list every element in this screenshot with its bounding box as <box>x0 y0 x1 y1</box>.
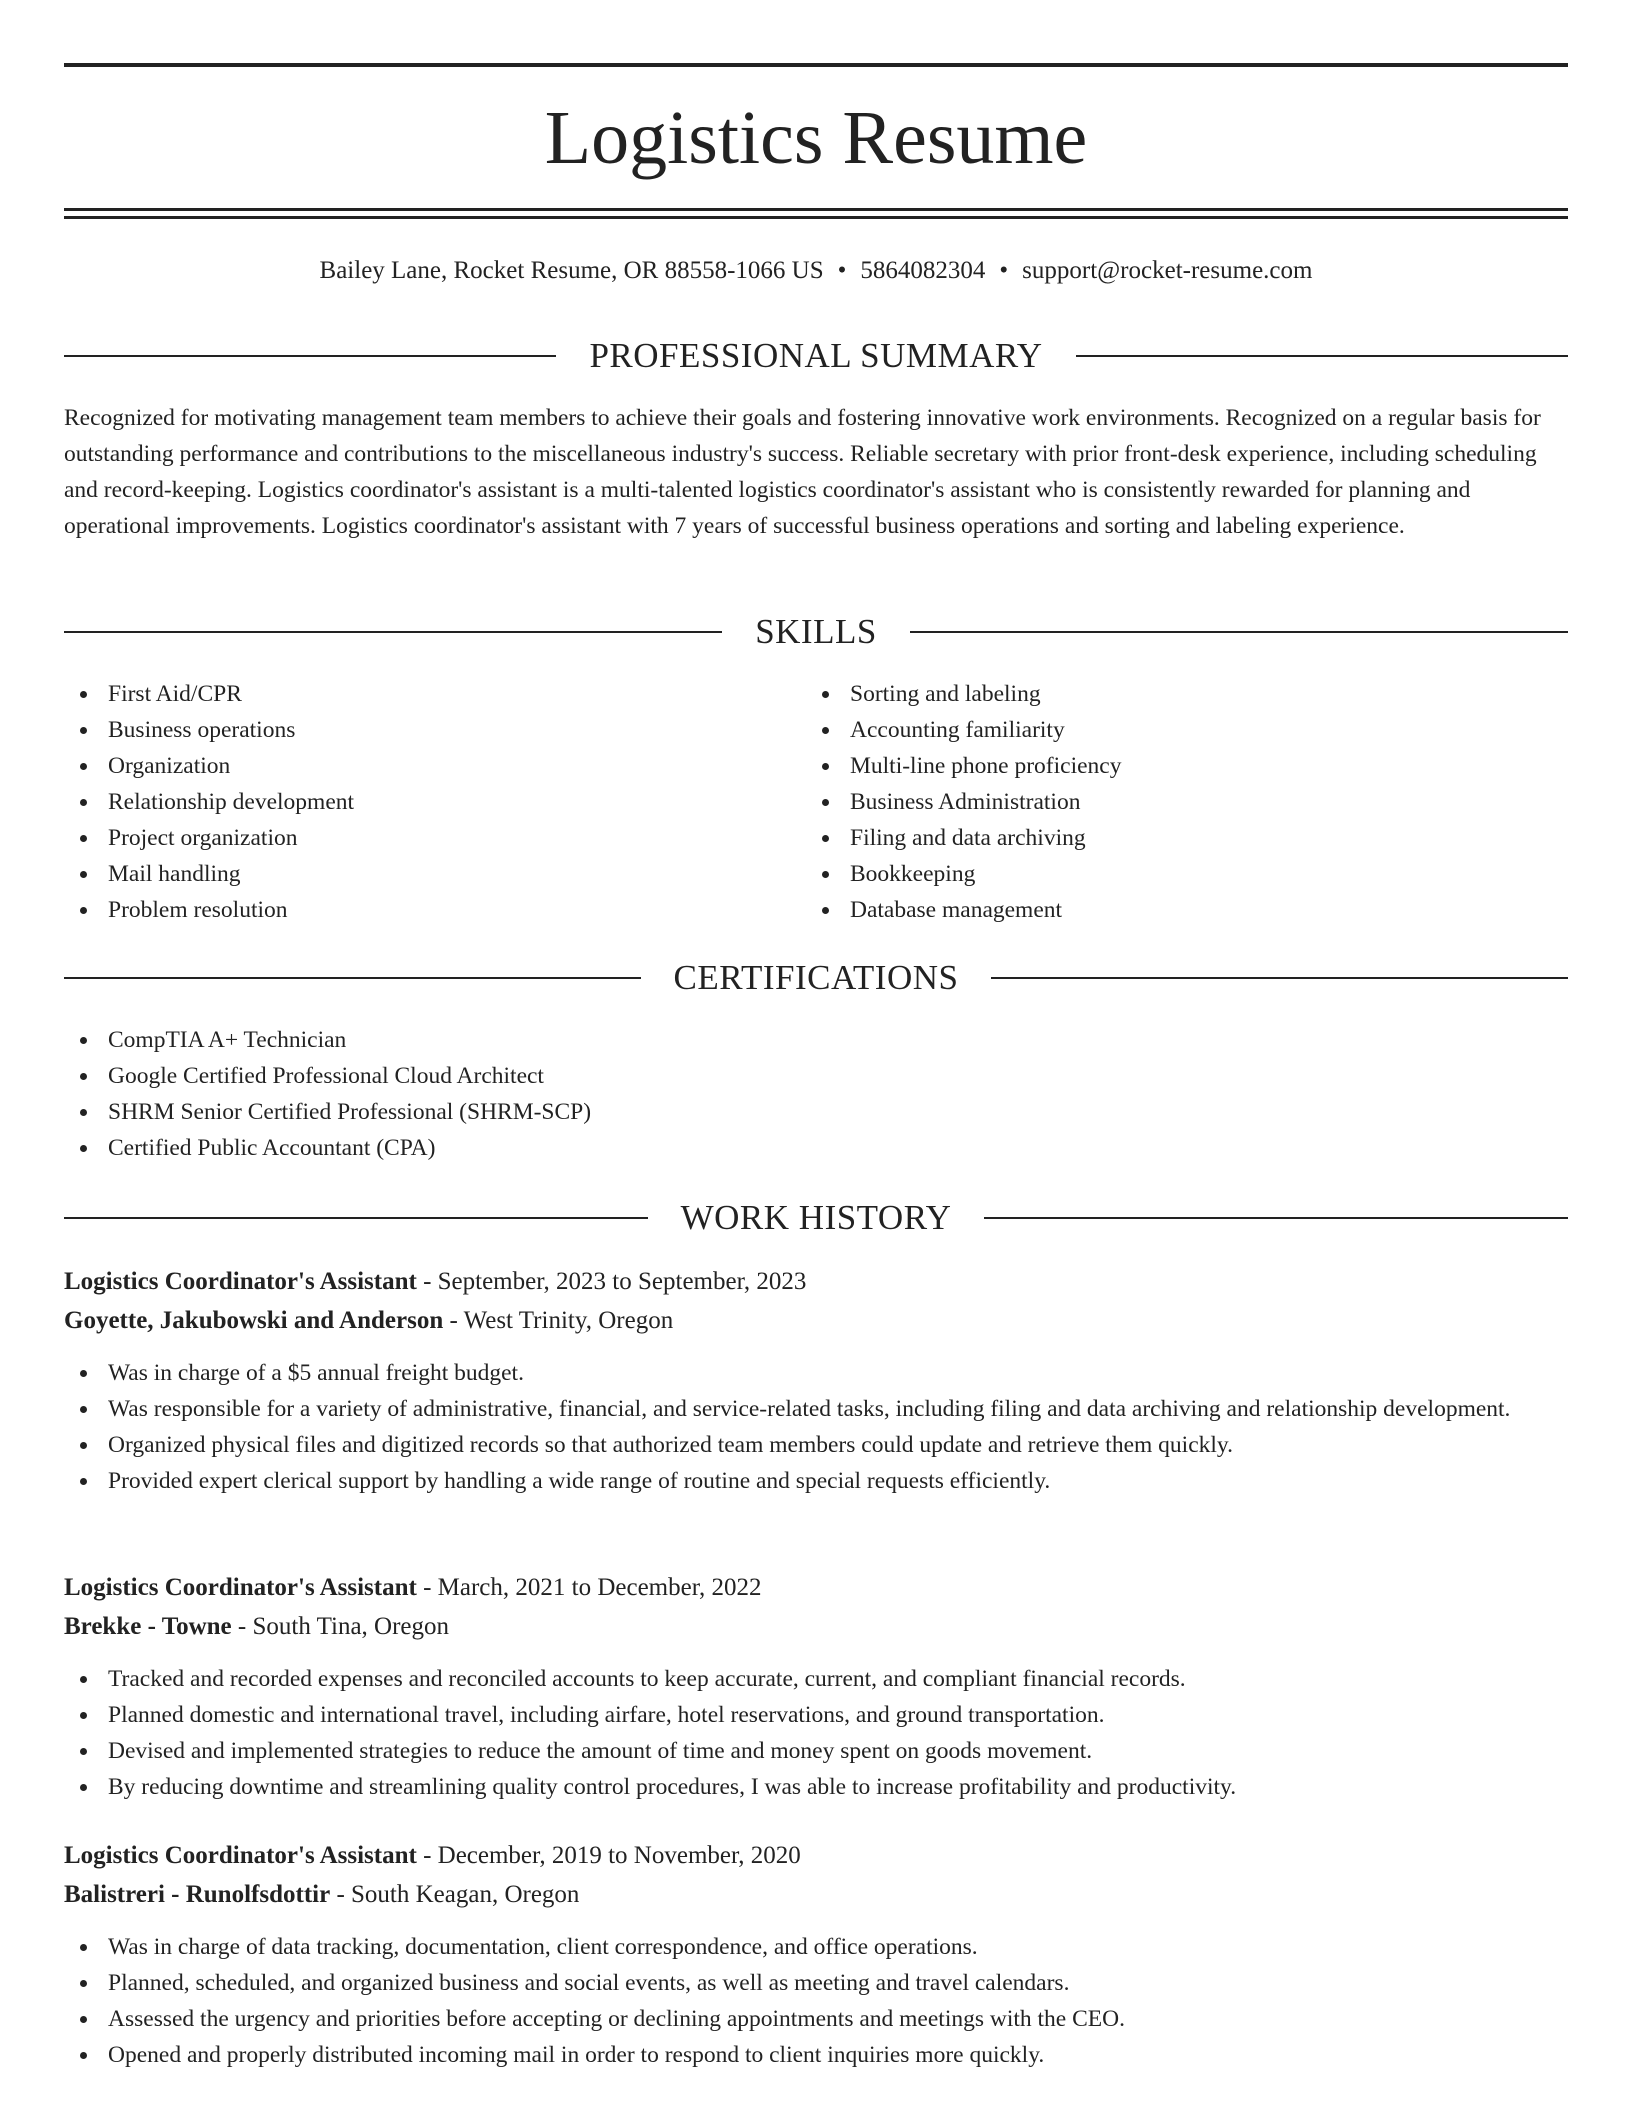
summary-text: Recognized for motivating management team members to achieve their goals and fostering innovative work environments. Recognized on a regular basis for outstanding performance and contributions to the miscellaneous industry's success. Reliable secretary with prior front-desk experience, including scheduling and record-keeping. Logistics coordinator's assistant is a multi-talented logistics coordinator's assistant who is consistently rewarded for planning and operational improvements. Logistics coordinator's assistant with 7 years of successful business operations and sorting and labeling experience. <box>64 405 1541 539</box>
section-heading-label: PROFESSIONAL SUMMARY <box>589 336 1043 375</box>
job-location: - West Trinity, Oregon <box>443 1307 674 1334</box>
section-heading-work-history <box>64 1198 1568 1238</box>
job-duty: Opened and properly distributed incoming mail in order to respond to client inquiries more quickly. <box>64 2037 1568 2073</box>
skill-item: Filing and data archiving <box>806 820 1506 856</box>
contact-line <box>64 253 1568 289</box>
skill-item: Bookkeeping <box>806 856 1506 892</box>
skill-item: Business operations <box>64 712 764 748</box>
section-heading-summary <box>64 336 1568 376</box>
job-company-line <box>64 1301 1568 1340</box>
job-duty: Provided expert clerical support by handling a wide range of routine and special requests efficiently. <box>64 1463 1568 1499</box>
section-heading-label: SKILLS <box>755 612 877 651</box>
job-dates: - December, 2019 to November, 2020 <box>416 1842 801 1869</box>
job-dates: - September, 2023 to September, 2023 <box>416 1268 807 1295</box>
job-dates: - March, 2021 to December, 2022 <box>416 1574 762 1601</box>
skills-list-right <box>806 676 1506 928</box>
job-title-line <box>64 1568 1568 1607</box>
heading-rule-right <box>910 631 1568 633</box>
skill-item: Business Administration <box>806 784 1506 820</box>
section-heading-certifications <box>64 958 1568 998</box>
skill-item: First Aid/CPR <box>64 676 764 712</box>
contact-address: Bailey Lane, Rocket Resume, OR 88558-1066 US <box>319 257 824 284</box>
heading-rule-left <box>64 977 641 979</box>
header-top-rule <box>64 63 1568 67</box>
skills-list-left <box>64 676 764 928</box>
job-duties-list <box>64 1355 1568 1499</box>
job-location: - South Tina, Oregon <box>231 1613 450 1640</box>
resume-title: Logistics Resume <box>544 96 1088 180</box>
job-duty: Assessed the urgency and priorities before accepting or declining appointments and meetings with the CEO. <box>64 2001 1568 2037</box>
job-title: Logistics Coordinator's Assistant <box>64 1842 417 1869</box>
skill-item: Relationship development <box>64 784 764 820</box>
job-duties-list <box>64 1661 1568 1805</box>
contact-separator: • <box>999 257 1009 284</box>
contact-email: support@rocket-resume.com <box>1022 257 1313 284</box>
heading-rule-right <box>1076 355 1568 357</box>
job-company-line <box>64 1875 1568 1914</box>
heading-rule-right <box>991 977 1568 979</box>
job-location: - South Keagan, Oregon <box>330 1881 580 1908</box>
heading-rule-left <box>64 355 556 357</box>
section-heading-label: WORK HISTORY <box>680 1198 952 1237</box>
skill-item: Project organization <box>64 820 764 856</box>
job-title: Logistics Coordinator's Assistant <box>64 1574 417 1601</box>
job-company: Brekke - Towne <box>64 1613 232 1640</box>
heading-rule-left <box>64 631 722 633</box>
job-duty: Tracked and recorded expenses and reconciled accounts to keep accurate, current, and compliant financial records. <box>64 1661 1568 1697</box>
certification-item: SHRM Senior Certified Professional (SHRM-SCP) <box>64 1094 1568 1130</box>
certifications-list <box>64 1022 1568 1166</box>
job-company-line <box>64 1607 1568 1646</box>
job-entry <box>64 1262 1568 1499</box>
contact-phone: 5864082304 <box>860 257 986 284</box>
skill-item: Database management <box>806 892 1506 928</box>
job-duties-list <box>64 1929 1568 2073</box>
section-heading-label: CERTIFICATIONS <box>673 958 959 997</box>
job-title: Logistics Coordinator's Assistant <box>64 1268 417 1295</box>
header-rule-upper <box>64 208 1568 211</box>
job-entry <box>64 1836 1568 2073</box>
job-duty: Was in charge of a $5 annual freight budget. <box>64 1355 1568 1391</box>
job-duty: Planned domestic and international travel, including airfare, hotel reservations, and ground transportation. <box>64 1697 1568 1733</box>
job-duty: Devised and implemented strategies to reduce the amount of time and money spent on goods movement. <box>64 1733 1568 1769</box>
skill-item: Multi-line phone proficiency <box>806 748 1506 784</box>
skill-item: Sorting and labeling <box>806 676 1506 712</box>
section-heading-skills <box>64 612 1568 652</box>
header-rule-lower <box>64 216 1568 219</box>
skill-item: Problem resolution <box>64 892 764 928</box>
certification-item: Google Certified Professional Cloud Architect <box>64 1058 1568 1094</box>
certification-item: Certified Public Accountant (CPA) <box>64 1130 1568 1166</box>
job-duty: Was in charge of data tracking, documentation, client correspondence, and office operations. <box>64 1929 1568 1965</box>
job-duty: By reducing downtime and streamlining quality control procedures, I was able to increase profitability and productivity. <box>64 1769 1568 1805</box>
job-duty: Was responsible for a variety of administrative, financial, and service-related tasks, including filing and data archiving and relationship development. <box>64 1391 1568 1427</box>
job-duty: Planned, scheduled, and organized business and social events, as well as meeting and travel calendars. <box>64 1965 1568 2001</box>
job-title-line <box>64 1262 1568 1301</box>
job-company: Goyette, Jakubowski and Anderson <box>64 1307 444 1334</box>
skill-item: Organization <box>64 748 764 784</box>
skill-item: Accounting familiarity <box>806 712 1506 748</box>
contact-separator: • <box>837 257 847 284</box>
heading-rule-right <box>984 1217 1568 1219</box>
certification-item: CompTIA A+ Technician <box>64 1022 1568 1058</box>
skill-item: Mail handling <box>64 856 764 892</box>
job-duty: Organized physical files and digitized records so that authorized team members could update and retrieve them quickly. <box>64 1427 1568 1463</box>
job-company: Balistreri - Runolfsdottir <box>64 1881 331 1908</box>
job-entry <box>64 1568 1568 1805</box>
job-title-line <box>64 1836 1568 1875</box>
heading-rule-left <box>64 1217 648 1219</box>
